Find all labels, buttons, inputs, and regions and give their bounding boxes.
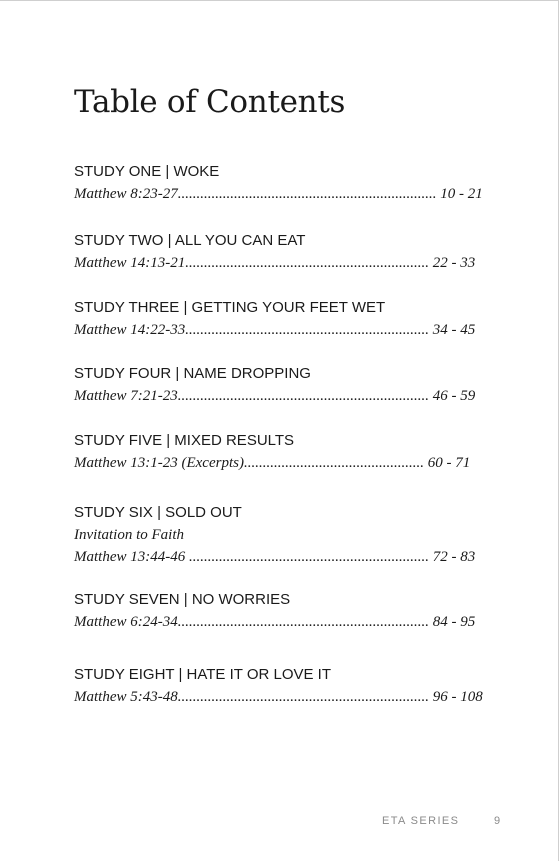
toc-entry-study-three [74,297,475,341]
study-heading: STUDY EIGHT | HATE IT OR LOVE IT [74,666,331,683]
scripture-reference: Matthew 5:43-48................................................................... 96 - 108 [74,689,483,705]
scripture-reference: Matthew 8:23-27..................................................................... 10 - 21 [74,186,483,202]
scripture-reference: Matthew 14:13-21................................................................. 22 - 33 [74,255,476,271]
scripture-reference: Matthew 13:1-23 (Excerpts)................................................ 60 - 71 [74,455,471,471]
page-title: Table of Contents [74,84,346,120]
toc-entry-study-seven [74,589,475,633]
scripture-reference: Matthew 13:44-46 ................................................................ 72 - 83 [74,549,476,565]
scripture-reference: Matthew 6:24-34................................................................... 84 - 95 [74,614,476,630]
study-subtitle: Invitation to Faith [74,527,184,543]
toc-entry-study-five [74,430,470,474]
toc-entry-study-two [74,230,475,274]
study-heading: STUDY TWO | ALL YOU CAN EAT [74,232,306,249]
study-heading: STUDY FIVE | MIXED RESULTS [74,432,295,449]
scripture-reference: Matthew 7:21-23................................................................... 46 - 59 [74,388,476,404]
toc-entry-study-six [74,502,475,568]
study-heading: STUDY ONE | WOKE [74,163,220,180]
footer-series-label: ETA SERIES [382,815,460,827]
study-heading: STUDY SEVEN | NO WORRIES [74,591,291,608]
toc-entry-study-four [74,363,475,407]
toc-entry-study-eight [74,664,483,708]
toc-entry-study-one [74,161,483,205]
study-heading: STUDY SIX | SOLD OUT [74,504,242,521]
study-heading: STUDY THREE | GETTING YOUR FEET WET [74,299,386,316]
scripture-reference: Matthew 14:22-33................................................................. 34 - 45 [74,322,476,338]
footer-page-number: 9 [494,815,501,827]
study-heading: STUDY FOUR | NAME DROPPING [74,365,311,382]
